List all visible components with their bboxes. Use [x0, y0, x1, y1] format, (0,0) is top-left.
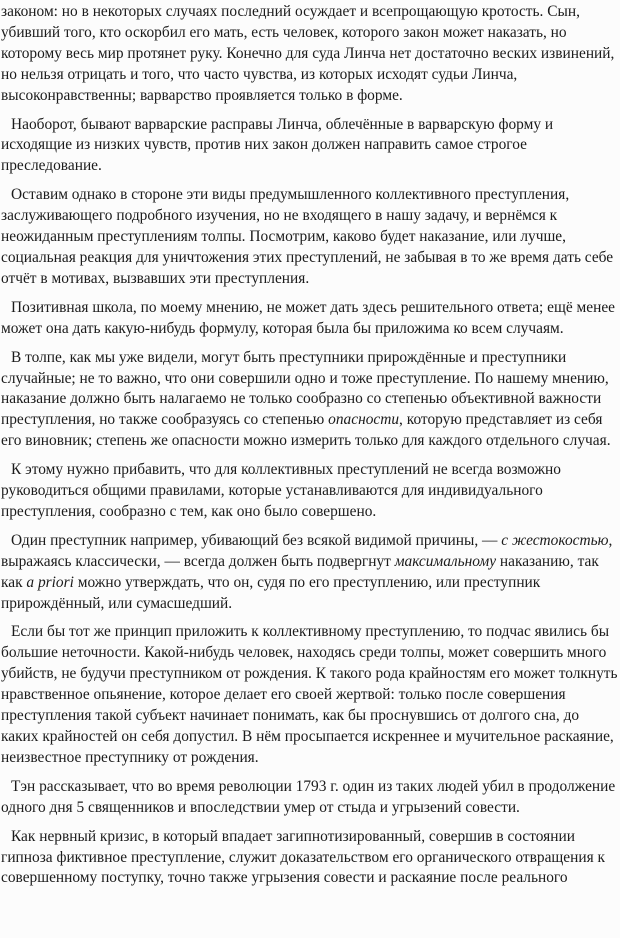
- text-run: можно утверждать, что он, судя по его преступлению, или преступник прирождённый, или сумасшедший.: [1, 573, 541, 612]
- text-run: В толпе, как мы уже видели, могут быть преступники прирождённые и преступники случайные; не то важно, что они совершили одно и тоже преступление. По нашему мнению, наказание должно быть налагаемо не только сообразно со степенью объективной важности преступления, но также сообразуясь со степенью: [1, 348, 609, 429]
- text-run: Если бы тот же принцип приложить к коллективному преступлению, то подчас явились бы большие неточности. Какой-нибудь человек, находясь среди толпы, может совершить много убийств, не будучи преступником от рождения. К такого рода крайностям его может толкнуть нравственное опьянение, которое делает его своей жертвой: только после совершения преступления такой субъект начинает понимать, как бы проснувшись от долгого сна, до каких крайностей он себя допустил. В нём просыпается искреннее и мучительное раскаяние, неизвестное преступнику от рождения.: [1, 623, 618, 766]
- paragraph: [1, 531, 619, 615]
- paragraph: [1, 622, 619, 768]
- paragraph: [1, 460, 619, 523]
- paragraph: [1, 827, 619, 890]
- paragraph: [1, 115, 619, 178]
- text-run: Как нервный кризис, в который впадает загипнотизированный, совершив в состоянии гипноза фиктивное преступление, служит доказательством его органического отвращения к совершенному поступку, точно также угрызения совести и раскаяние после реального: [1, 827, 605, 887]
- text-run: К этому нужно прибавить, что для коллективных преступлений не всегда возможно руководиться общими правилами, которые устанавливаются для индивидуального преступления, сообразно с тем, как оно было совершено.: [1, 461, 561, 520]
- paragraph: [1, 185, 619, 290]
- text-run: Наоборот, бывают варварские расправы Линча, облечённые в варварскую форму и исходящие из низких чувств, против них закон должен направить самое строгое преследование.: [1, 115, 554, 175]
- italic-text-run: a priori: [26, 573, 74, 591]
- text-run: Оставим однако в стороне эти виды предумышленного коллективного преступления, заслуживающего подробного изучения, но не входящего в нашу задачу, и вернёмся к неожиданным преступлениям толпы. Посмотрим, каково будет наказание, или лучше, социальная реакция для уничтожения этих преступлений, не забывая в то же время дать себе отчёт в мотивах, вызвавших эти преступления.: [1, 186, 614, 287]
- italic-text-run: с жестокостью: [501, 531, 609, 549]
- text-run: законом: но в некоторых случаях последний осуждает и всепрощающую кротость. Сын, убивший того, кто оскорбил его мать, есть человек, которого закон может наказать, но которому весь мир протянет руку. Конечно для суда Линча нет достаточно веских извинений, но нельзя отрицать и того, что часто чувства, из которых исходят судьи Линча, высоконравственны; варварство проявляется только в форме.: [1, 3, 615, 104]
- paragraph: [1, 2, 619, 107]
- text-run: , выражаясь классически, — всегда должен быть подвергнут: [1, 531, 613, 570]
- italic-text-run: опасности: [328, 411, 400, 429]
- italic-text-run: максимальному: [394, 552, 497, 570]
- text-run: Тэн рассказывает, что во время революции 1793 г. один из таких людей убил в продолжение одного дня 5 священников и впоследствии умер от стыда и угрызений совести.: [1, 777, 616, 816]
- paragraph: [1, 298, 619, 340]
- text-content: [1, 2, 619, 889]
- text-run: Один преступник например, убивающий без всякой видимой причины, —: [11, 531, 502, 549]
- text-run: , которую представляет из себя его виновник; степень же опасности можно измерить только для каждого отдельного случая.: [1, 411, 611, 450]
- text-run: наказанию, так как: [1, 552, 599, 591]
- paragraph: [1, 777, 619, 819]
- paragraph: [1, 348, 619, 453]
- text-run: Позитивная школа, по моему мнению, не может дать здесь решительного ответа; ещё менее может она дать какую-нибудь формулу, которая была бы приложима ко всем случаям.: [1, 298, 615, 337]
